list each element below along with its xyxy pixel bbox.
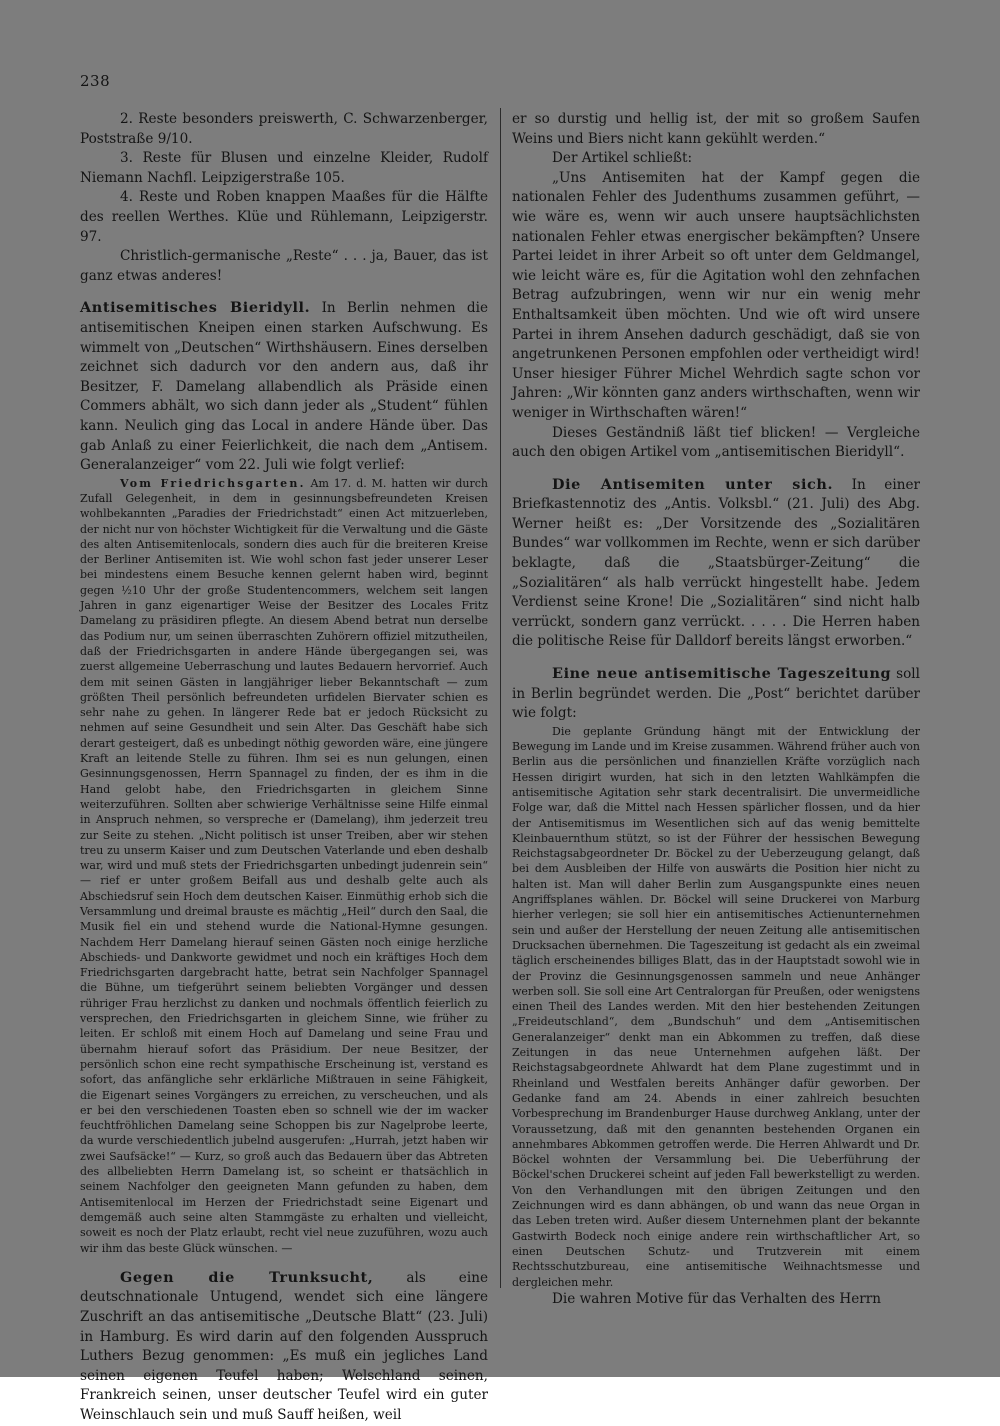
right-column (512, 110, 921, 1307)
bieridyll-text: In Berlin nehmen die antisemitischen Kneipen einen starken Aufschwung. Es wimmelt von „Deutschen“ Wirthshäusern. Eines derselben zeichnet sich dadurch vor den andern aus, daß ihr Besitzer, F. Damelang allabendlich als Präside einen Commers abhält, wo sich dann jeder als „Student“ fühlen kann. Neulich ging das Local in andere Hände über. Das gab Anlaß zu einer Feierlichkeit, die nach dem „Antisem. Generalanzeiger“ vom 22. Juli wie folgt verlief: (80, 300, 488, 474)
left-column (80, 110, 488, 1423)
trunksucht-heading: Gegen die Trunksucht, (120, 1268, 374, 1286)
list-item: 4. Reste und Roben knappen Maaßes für die Hälfte des reellen Werthes. Klüe und Rühlemann, Leipzigerstr. 97. (80, 189, 488, 245)
article-quote: „Uns Antisemiten hat der Kampf gegen die nationalen Fehler des Judenthums zusammen geführt, — wie wäre es, wenn wir auch unsere hauptsächlichsten nationalen Fehler etwas energischer bekämpften? Unsere Partei leidet in ihrer Arbeit so oft unter dem Geldmangel, wie leicht wäre es, für die Agitation wohl den zehnfachen Betrag aufzubringen, wenn wir nur ein wenig mehr Enthaltsamkeit üben möchten. Und wie oft wird unsere Partei in ihrem Ansehen dadurch geschädigt, daß sie von angetrunkenen Personen empfohlen oder vertheidigt wird! Unser hiesiger Führer Michel Wehrdich sagte schon vor Jahren: „Wir könnten ganz anders wirthschaften, wenn wir weniger in Wirthschaften wären!“ (512, 169, 920, 421)
final-line: Die wahren Motive für das Verhalten des Herrn (552, 1290, 881, 1307)
page-number: 238 (80, 72, 111, 90)
antisemiten-unter-sich-paragraph (512, 475, 920, 652)
post-quote: Die geplante Gründung hängt mit der Entwicklung der Bewegung im Lande und im Kreise zusammen. Während früher auch von Berlin aus die persönlichen und finanziellen Kräfte vorzüglich nach Hessen dirigirt wurden, hat sich in den letzten Wahlkämpfen die antisemitische Agitation sehr stark decentralisirt. Die unvermeidliche Folge war, daß die Mittel nach Hessen spärlicher flossen, und da hier der Antisemitismus im Wesentlichen sich auf das wenig bemittelte Kleinbauernthum stützt, so ist der Führer der hessischen Bewegung Reichstagsabgeordneter Dr. Böckel zu der Ueberzeugung gelangt, daß bei dem Ausbleiben der Hilfe von auswärts die Position hier nicht zu halten ist. Man will daher Berlin zum Ausgangspunkte eines neuen Angriffsplanes wählen. Dr. Böckel will seine Druckerei von Marburg hierher verlegen; sie soll hier ein antisemitisches Actienunternehmen sein und außer der Herstellung der neuen Zeitung alle antisemitischen Drucksachen übernehmen. Die Tageszeitung ist gedacht als ein zweimal täglich erscheinendes billiges Blatt, das in der Hauptstadt sowohl wie in der Provinz die Gesinnungsgenossen sammeln und neue Anhänger werben soll. Sie soll eine Art Centralorgan für Preußen, oder wenigstens einen Theil des Landes werden. Mit den hier bestehenden Zeitungen „Freideutschland“, dem „Bundschuh“ und dem „Antisemitischen Generalanzeiger“ denkt man ein Abkommen zu treffen, daß diese Zeitungen in das neue Unternehmen aufgehen läßt. Der Reichstagsabgeordnete Ahlwardt hat dem Plane zugestimmt und in Rheinland und Westfalen bereits Anhänger dafür geworben. Der Gedanke fand am 24. Abends in einer zahlreich besuchten Vorbesprechung im Brandenburger Hause durchweg Anklang, unter der Voraussetzung, daß mit den genannten bestehenden Organen ein annehmbares Abkommen getroffen werde. Die Herren Ahlwardt und Dr. Böckel wohnten der Versammlung bei. Die Ueberführung der Böckel'schen Druckerei scheint auf jeden Fall bewerkstelligt zu werden. Von den Verhandlungen mit den übrigen Zeitungen und den Zeichnungen wird es dann abhängen, ob und wann das neue Organ in das Leben treten wird. Außer diesem Unternehmen plant der bekannte Gastwirth Bodeck noch einige andere rein wirthschaftlicher Art, so einen Deutschen Schutz- und Trutzverein mit einem Rechtsschutzbureau, eine antisemitische Weihnachtsmesse und dergleichen mehr. (512, 724, 920, 1289)
trunksucht-paragraph (80, 1268, 488, 1426)
list-item: 3. Reste für Blusen und einzelne Kleider, Rudolf Niemann Nachfl. Leipzigerstraße 105. (80, 150, 488, 186)
article-intro: Der Artikel schließt: (552, 150, 693, 167)
trunksucht-text: als eine deutschnationale Untugend, wendet sich eine längere Zuschrift an das antisemitische „Deutsche Blatt“ (23. Juli) in Hamburg. Es wird darin auf den folgenden Ausspruch Luthers Bezug genommen: „Es muß ein jegliches Land seinen eigenen Teufel haben; Welschland seinen, Frankreich seinen, unser deutscher Teufel wird ein guter Weinschlauch sein und muß Sauff heißen, weil (80, 1269, 488, 1423)
friedrichsgarten-text: Am 17. d. M. hatten wir durch Zufall Gelegenheit, in dem in gesinnungsbefreundeten Kreisen wohlbekannten „Paradies der Friedrichstadt“ einen Act mitzuerleben, der nicht nur von höchster Wichtigkeit für die Verwaltung und die Gäste des alten Antisemitenlocals, sondern dies auch für die breiteren Kreise der Berliner Antisemiten ist. Wie wohl schon fast jeder unserer Leser bei mindestens einem Besuche kennen gelernt haben wird, beginnt gegen ½10 Uhr der große Studentencommers, welchem seit langen Jahren in ganz eigenartiger Weise der Besitzer des Locales Fritz Damelang zu präsidiren pflegte. An diesem Abend betrat nun derselbe das Podium nur, um seinen überraschten Zuhörern offiziel mitzutheilen, daß der Friedrichsgarten in andere Hände übergegangen sei, was zuerst allgemeine Ueberraschung und lautes Bedauern hervorrief. Auch dem mit seinen Gästen in langjähriger lieber Bekanntschaft — zum größten Theil persönlich befreundeten urfidelen Biervater schien es sehr nahe zu gehen. In längerer Rede bat er jedoch Rücksicht zu nehmen auf seine Gesundheit und sein Alter. Das Geschäft habe sich derart gesteigert, daß es unbedingt nöthig geworden wäre, eine jüngere Kraft an leitende Stelle zu führen. Ihm sei es nun gelungen, einen Gesinnungsgenossen, Herrn Spannagel zu finden, der es ihm in die Hand gelobt habe, den Friedrichsgarten in gleichem Sinne weiterzuführen. Sollten aber schwierige Verhältnisse seine Hilfe einmal in Anspruch nehmen, so verspreche er (Damelang), ihm jederzeit treu zur Seite zu stehen. „Nicht politisch ist unser Treiben, aber wir stehen treu zu unserm Kaiser und zum Deutschen Vaterlande und eben deshalb war, wird und muß stets der Friedrichsgarten unbedingt judenrein sein“ — rief er unter großem Beifall aus und deshalb gelte auch als Abschiedsruf sein Hoch dem deutschen Kaiser. Einmüthig erhob sich die Versammlung und dreimal brauste es mächtig „Heil“ durch den Saal, die Musik fiel ein und stehend wurde die National-Hymne gesungen. Nachdem Herr Damelang hierauf seinen Gästen noch einige herzliche Abschieds- und Dankworte gewidmet und noch ein kräftiges Hoch dem Friedrichsgarten dargebracht hatte, betrat sein Nachfolger Spannagel die Bühne, um tiefgerührt seinem beliebten Vorgänger und dessen rühriger Frau herzlichst zu danken und nochmals öffentlich feierlich zu versprechen, den Friedrichsgarten in gleichem Sinne, wie früher zu leiten. Er schloß mit einem Hoch auf Damelang und seine Frau und übernahm hierauf sofort das Präsidium. Der neue Besitzer, der persönlich schon eine recht sympathische Erscheinung ist, verstand es sofort, das anfängliche sehr erklärliche Mißtrauen in seine Fähigkeit, die Eigenart seines Vorgängers zu erreichen, zu verscheuchen, und als er bei den verschiedenen Toasten eben so schnell wie der im wacker feuchtfröhlichen Damelang seine Schoppen bis zur Nagelprobe leerte, da wurde verschiedentlich jubelnd ausgerufen: „Hurrah, jetzt haben wir zwei Saufsäcke!“ — Kurz, so groß auch das Bedauern über das Abtreten des allbeliebten Herrn Damelang ist, so scheint er thatsächlich in seinem Nachfolger den geeigneten Mann gefunden zu haben, dem Antisemitenlocal im Herzen der Friedrichstadt seine Eigenart und demgemäß auch seine alten Stammgäste zu erhalten und vielleicht, soweit es noch der Platz erlaubt, recht viel neue zuzuführen, wozu auch wir ihm das beste Glück wünschen. — (80, 476, 488, 1255)
bieridyll-paragraph (80, 298, 488, 475)
antisemiten-unter-sich-text: In einer Briefkastennotiz des „Antis. Volksbl.“ (21. Juli) des Abg. Werner heißt es: „Der Vorsitzende des „Sozialitären Bundes“ war vollkommen im Rechte, wenn er sich darüber beklagte, daß die „Staatsbürger-Zeitung“ die „Sozialitären“ als halb verrückt hingestellt habe. Jedem Verdienst seine Krone! Die „Sozialitären“ sind nicht halb verrückt, sondern ganz verrückt. . . . . Die Herren haben die politische Reise für Dalldorf bereits längst erworben.“ (512, 476, 921, 650)
tageszeitung-paragraph (512, 664, 920, 724)
tageszeitung-heading: Eine neue antisemitische Tageszeitung (552, 665, 892, 683)
closing-remark: Christlich-germanische „Reste“ . . . ja, Bauer, das ist ganz etwas anderes! (80, 248, 488, 284)
list-item: 2. Reste besonders preiswerth, C. Schwarzenberger, Poststraße 9/10. (80, 111, 488, 147)
antisemiten-unter-sich-heading: Die Antisemiten unter sich. (552, 475, 834, 493)
continuation-text: er so durstig und hellig ist, der mit so großem Saufen Weins und Biers nicht kann gekühlt werden.“ (512, 111, 920, 147)
bieridyll-heading: Antisemitisches Bieridyll. (80, 299, 311, 317)
friedrichsgarten-heading: Vom Friedrichsgarten. (120, 476, 306, 490)
friedrichsgarten-quote (80, 476, 488, 1256)
tageszeitung-text: soll in Berlin begründet werden. Die „Post“ berichtet darüber wie folgt: (512, 666, 920, 722)
column-divider (500, 108, 501, 1288)
article-comment: Dieses Geständniß läßt tief blicken! — Vergleiche auch den obigen Artikel vom „antisemitischen Bieridyll“. (512, 424, 920, 461)
